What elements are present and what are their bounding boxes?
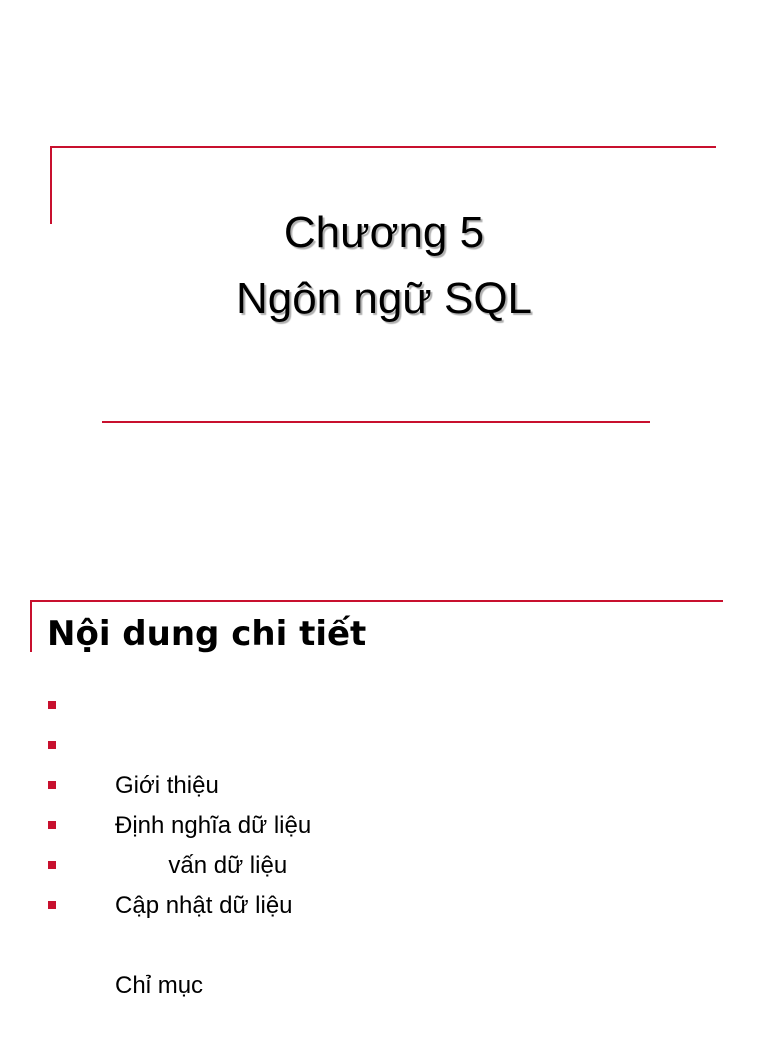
bullet-label: Giới thiệu (115, 772, 219, 799)
list-item (48, 886, 311, 999)
title-frame-top-rule (50, 146, 716, 148)
slide-title (0, 200, 768, 332)
bullet-label: Cập nhật dữ liệu (115, 892, 293, 919)
content-frame-top-rule (30, 600, 723, 602)
bullet-label: vấn dữ liệu (115, 852, 288, 879)
content-heading: Nội dung chi tiết (47, 614, 367, 654)
chapter-title-line: Chương 5 (283, 208, 485, 257)
bullet-label: Định nghĩa dữ liệu (115, 812, 312, 839)
red-square-bullet-icon (48, 741, 56, 749)
list-item (48, 686, 311, 799)
list-item (48, 846, 311, 886)
title-underline-rule (102, 421, 650, 423)
bullet-label: Chỉ mục (115, 972, 204, 999)
bullet-list (48, 686, 312, 999)
red-square-bullet-icon (48, 901, 56, 909)
red-square-bullet-icon (48, 781, 56, 789)
red-square-bullet-icon (48, 701, 56, 709)
content-slide (0, 560, 768, 1024)
content-frame-left-rule (30, 600, 32, 652)
chapter-subject-line: Ngôn ngữ SQL (235, 274, 533, 323)
red-square-bullet-icon (48, 861, 56, 869)
red-square-bullet-icon (48, 821, 56, 829)
